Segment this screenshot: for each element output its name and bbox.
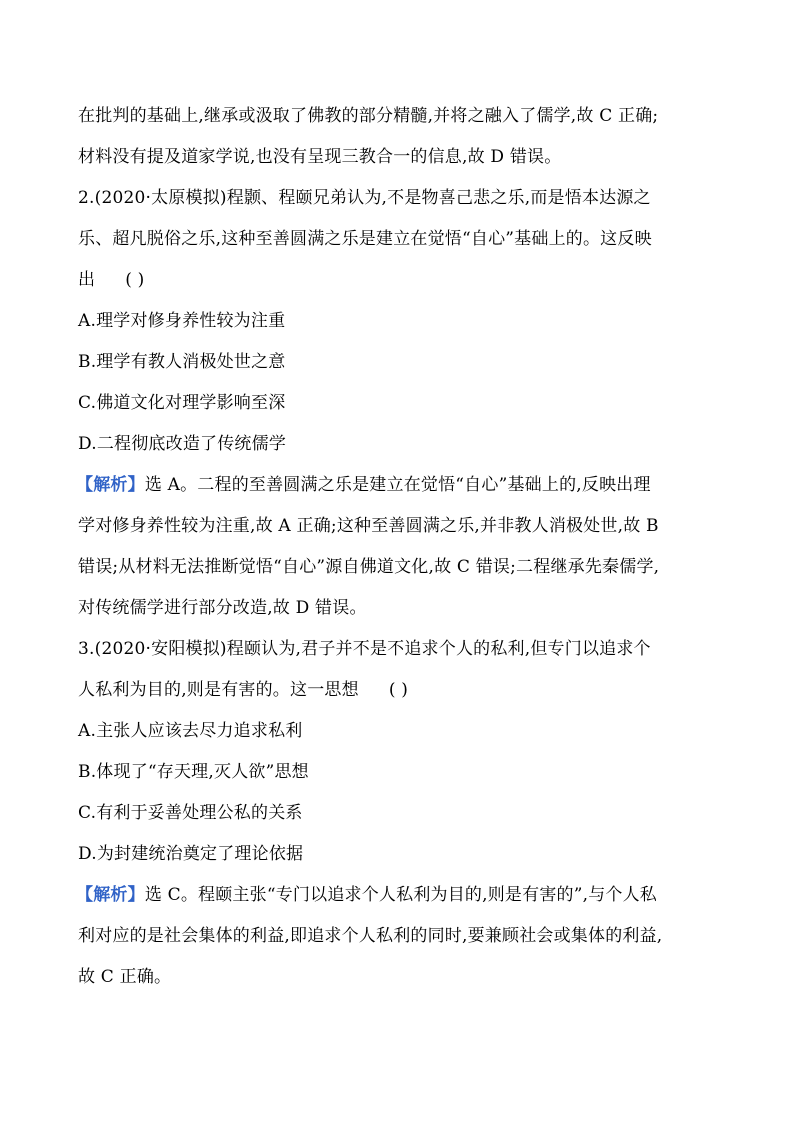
q2-answer-bracket: ( ): [125, 270, 145, 290]
q2-option-a: A.理学对修身养性较为注重: [78, 311, 286, 331]
q3-analysis-line-3: 故 C 正确。: [78, 967, 172, 987]
q2-analysis-line-1: [78, 465, 718, 506]
q1-analysis-line-1: 在批判的基础上,继承或汲取了佛教的部分精髓,并将之融入了儒学,故 C 正确;: [78, 106, 659, 126]
q1-analysis-line-2: 材料没有提及道家学说,也没有呈现三教合一的信息,故 D 错误。: [78, 147, 562, 167]
q3-stem-line-2: [78, 670, 718, 711]
q3-analysis-tag: 【解析】: [76, 885, 145, 905]
q2-analysis-line-3: 错误;从材料无法推断觉悟“自心”源自佛道文化,故 C 错误;二程继承先秦儒学,: [78, 557, 660, 577]
q2-analysis-tag: 【解析】: [76, 475, 145, 495]
q2-stem-line-1: 2.(2020·太原模拟)程颢、程颐兄弟认为,不是物喜己悲之乐,而是悟本达源之: [78, 188, 651, 208]
q3-stem-line-2-text: 人私利为目的,则是有害的。这一思想: [78, 680, 359, 700]
q2-analysis-line-4: 对传统儒学进行部分改造,故 D 错误。: [78, 598, 367, 618]
q2-option-c: C.佛道文化对理学影响至深: [78, 393, 286, 413]
q3-stem-line-1: 3.(2020·安阳模拟)程颐认为,君子并不是不追求个人的私利,但专门以追求个: [78, 639, 651, 659]
q3-option-a: A.主张人应该去尽力追求私利: [78, 721, 303, 741]
q3-answer-bracket: ( ): [388, 680, 409, 700]
document-page: [78, 96, 718, 998]
q2-analysis-text-1: 选 A。二程的至善圆满之乐是建立在觉悟“自心”基础上的,反映出理: [144, 475, 651, 495]
q3-analysis-line-1: [78, 875, 718, 916]
q3-analysis-line-2: 利对应的是社会集体的利益,即追求个人私利的同时,要兼顾社会或集体的利益,: [78, 926, 663, 946]
q2-option-d: D.二程彻底改造了传统儒学: [78, 434, 287, 454]
q2-stem-line-3-text: 出: [78, 270, 96, 290]
q3-option-d: D.为封建统治奠定了理论依据: [78, 844, 304, 864]
q3-option-b: B.体现了“存天理,灭人欲”思想: [78, 762, 309, 782]
q3-option-c: C.有利于妥善处理公私的关系: [78, 803, 303, 823]
q2-stem-line-3: [78, 260, 718, 301]
q2-analysis-line-2: 学对修身养性较为注重,故 A 正确;这种至善圆满之乐,并非教人消极处世,故 B: [78, 516, 659, 536]
q2-option-b: B.理学有教人消极处世之意: [78, 352, 286, 372]
q3-analysis-text-1: 选 C。程颐主张“专门以追求个人私利为目的,则是有害的”,与个人私: [144, 885, 658, 905]
q2-stem-line-2: 乐、超凡脱俗之乐,这种至善圆满之乐是建立在觉悟“自心”基础上的。这反映: [78, 229, 652, 249]
